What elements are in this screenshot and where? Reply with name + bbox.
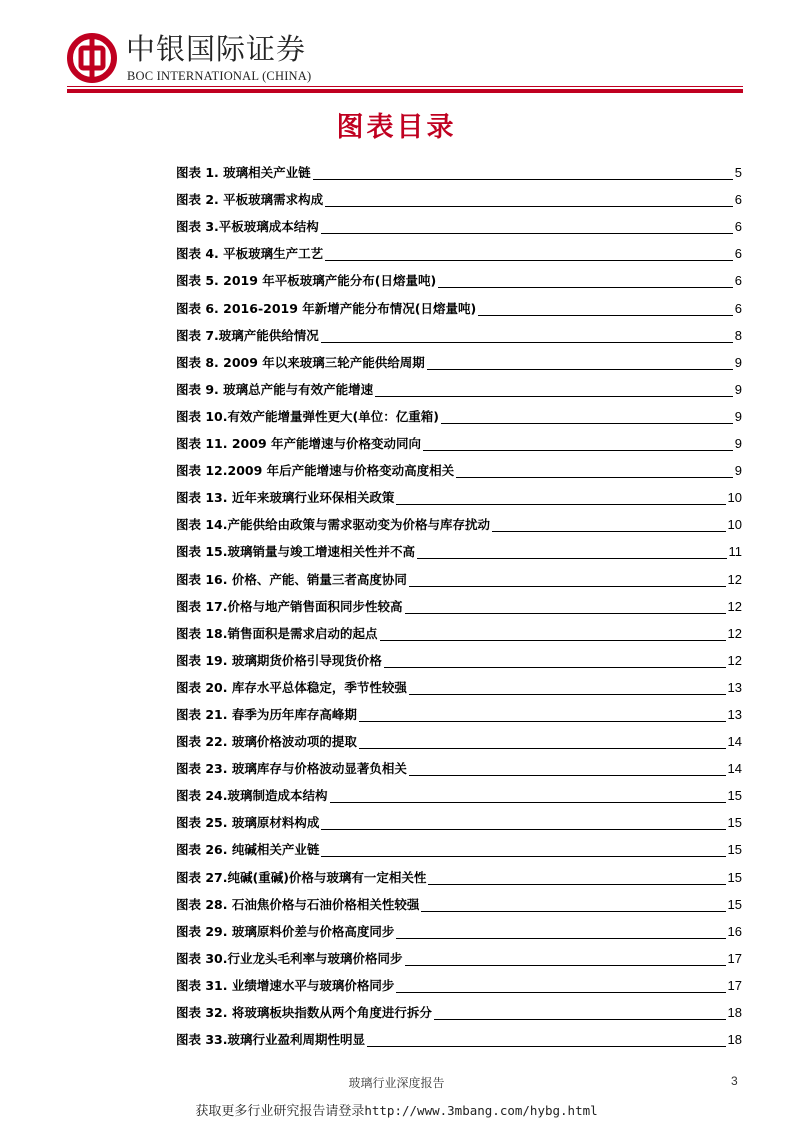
- toc-entry-page: 17: [727, 950, 742, 966]
- toc-entry-leader: [321, 855, 725, 857]
- toc-entry-page: 12: [727, 652, 742, 668]
- toc-entry[interactable]: [176, 778, 742, 805]
- toc-entry-label: 图表 6. 2016-2019 年新增产能分布情况(日熔量吨): [176, 300, 477, 316]
- toc-entry-label: 图表 26. 纯碱相关产业链: [176, 842, 320, 858]
- toc-entry-label: 图表 1. 玻璃相关产业链: [176, 165, 311, 181]
- toc-entry-leader: [405, 964, 726, 966]
- toc-entry-label: 图表 21. 春季为历年库存高峰期: [176, 706, 357, 722]
- footer-banner-link[interactable]: http://www.3mbang.com/hybg.html: [364, 1103, 598, 1118]
- toc-entry-label: 图表 16. 价格、产能、销量三者高度协同: [176, 571, 407, 587]
- toc-entry-label: 图表 20. 库存水平总体稳定，季节性较强: [176, 679, 407, 695]
- toc-entry-leader: [330, 801, 726, 803]
- toc-entry[interactable]: [176, 534, 742, 561]
- toc-entry[interactable]: [176, 453, 742, 480]
- toc-entry[interactable]: [176, 426, 742, 453]
- toc-entry[interactable]: [176, 914, 742, 941]
- toc-entry-leader: [325, 259, 733, 261]
- toc-entry[interactable]: [176, 751, 742, 778]
- toc-entry[interactable]: [176, 995, 742, 1022]
- toc-entry-leader: [313, 178, 733, 180]
- footer-report-name: 玻璃行业深度报告: [348, 1076, 445, 1090]
- toc-entry-page: 9: [734, 354, 742, 370]
- toc-entry[interactable]: [176, 561, 742, 588]
- toc-entry-leader: [396, 503, 725, 505]
- toc-entry-label: 图表 24.玻璃制造成本结构: [176, 788, 328, 804]
- toc-entry[interactable]: [176, 616, 742, 643]
- toc-entry-leader: [438, 286, 733, 288]
- toc-entry-label: 图表 33.玻璃行业盈利周期性明显: [176, 1032, 365, 1048]
- toc-entry-label: 图表 9. 玻璃总产能与有效产能增速: [176, 381, 374, 397]
- toc-entry-page: 6: [734, 273, 742, 289]
- toc-entry-page: 15: [727, 869, 742, 885]
- toc-entry-label: 图表 15.玻璃销量与竣工增速相关性并不高: [176, 544, 415, 560]
- toc-entry-page: 15: [727, 896, 742, 912]
- toc-entry-page: 11: [728, 544, 742, 560]
- toc-entry-label: 图表 2. 平板玻璃需求构成: [176, 192, 324, 208]
- toc-entry[interactable]: [176, 399, 742, 426]
- toc-entry[interactable]: [176, 643, 742, 670]
- toc-entry-label: 图表 25. 玻璃原材料构成: [176, 815, 320, 831]
- toc-entry[interactable]: [176, 859, 742, 886]
- toc-entry[interactable]: [176, 290, 742, 317]
- toc-entry[interactable]: [176, 670, 742, 697]
- toc-entry-label: 图表 29. 玻璃原料价差与价格高度同步: [176, 923, 395, 939]
- toc-entry-leader: [380, 639, 726, 641]
- toc-entry-label: 图表 23. 玻璃库存与价格波动显著负相关: [176, 761, 407, 777]
- toc-entry-page: 12: [727, 598, 742, 614]
- toc-entry-leader: [405, 612, 726, 614]
- toc-entry[interactable]: [176, 832, 742, 859]
- footer-banner-text: 获取更多行业研究报告请登录: [195, 1104, 365, 1119]
- toc-entry-page: 5: [734, 165, 742, 181]
- toc-entry-label: 图表 27.纯碱(重碱)价格与玻璃有一定相关性: [176, 869, 427, 885]
- toc-entry-label: 图表 19. 玻璃期货价格引导现货价格: [176, 652, 382, 668]
- toc-entry-leader: [359, 747, 726, 749]
- toc-entry[interactable]: [176, 941, 742, 968]
- toc-entry-page: 9: [734, 463, 742, 479]
- toc-entry-label: 图表 3.平板玻璃成本结构: [176, 219, 319, 235]
- page-header: [0, 0, 793, 100]
- toc-entry-leader: [434, 1018, 726, 1020]
- toc-entry-page: 9: [734, 381, 742, 397]
- toc-entry-leader: [492, 530, 726, 532]
- toc-entry-page: 6: [734, 300, 742, 316]
- toc-entry[interactable]: [176, 236, 742, 263]
- toc-entry-label: 图表 8. 2009 年以来玻璃三轮产能供给周期: [176, 354, 425, 370]
- toc-entry-page: 16: [727, 923, 742, 939]
- toc-entry[interactable]: [176, 372, 742, 399]
- toc-entry-label: 图表 11. 2009 年产能增速与价格变动同向: [176, 436, 421, 452]
- boc-logo-icon: [67, 33, 117, 83]
- toc-entry-page: 9: [734, 408, 742, 424]
- toc-entry-leader: [384, 666, 726, 668]
- toc-entry-page: 17: [727, 977, 742, 993]
- toc-entry-page: 15: [727, 842, 742, 858]
- footer-page-number: 3: [731, 1074, 738, 1088]
- toc-entry-leader: [423, 449, 733, 451]
- toc-entry-page: 9: [734, 436, 742, 452]
- toc-entry-page: 15: [727, 788, 742, 804]
- toc-entry-leader: [396, 937, 725, 939]
- toc-entry-leader: [417, 557, 727, 559]
- toc-entry-label: 图表 31. 业绩增速水平与玻璃价格同步: [176, 977, 395, 993]
- toc-entry-page: 6: [734, 219, 742, 235]
- toc-entry-label: 图表 17.价格与地产销售面积同步性较高: [176, 598, 403, 614]
- toc-entry-page: 14: [727, 734, 742, 750]
- header-divider-thick: [67, 89, 743, 93]
- toc-entry[interactable]: [176, 697, 742, 724]
- toc-entry[interactable]: [176, 1022, 742, 1049]
- toc-entry-page: 18: [727, 1032, 742, 1048]
- toc-entry[interactable]: [176, 805, 742, 832]
- toc-entry-page: 13: [727, 706, 742, 722]
- toc-entry-leader: [375, 395, 733, 397]
- toc-entry[interactable]: [176, 155, 742, 182]
- toc-entry-page: 10: [727, 490, 742, 506]
- toc-entry-leader: [421, 910, 725, 912]
- toc-entry-leader: [456, 476, 733, 478]
- toc-entry[interactable]: [176, 345, 742, 372]
- toc-entry-leader: [409, 693, 726, 695]
- toc-entry-leader: [325, 205, 733, 207]
- toc-entry-leader: [321, 828, 725, 830]
- toc-entry-page: 12: [727, 571, 742, 587]
- toc-entry-page: 10: [727, 517, 742, 533]
- toc-entry-leader: [409, 774, 726, 776]
- toc-entry[interactable]: [176, 182, 742, 209]
- table-of-figures: [176, 155, 742, 1049]
- toc-entry[interactable]: [176, 887, 742, 914]
- toc-entry-leader: [321, 232, 733, 234]
- toc-entry-label: 图表 30.行业龙头毛利率与玻璃价格同步: [176, 950, 403, 966]
- toc-entry-leader: [321, 341, 733, 343]
- toc-entry-page: 6: [734, 192, 742, 208]
- toc-entry-label: 图表 7.玻璃产能供给情况: [176, 327, 319, 343]
- toc-entry-label: 图表 22. 玻璃价格波动项的提取: [176, 734, 357, 750]
- toc-entry[interactable]: [176, 318, 742, 345]
- header-divider-thin: [67, 86, 743, 87]
- brand-name-chinese: 中银国际证券: [126, 32, 307, 66]
- toc-entry-label: 图表 14.产能供给由政策与需求驱动变为价格与库存扰动: [176, 517, 490, 533]
- toc-entry-page: 13: [727, 679, 742, 695]
- toc-entry-label: 图表 18.销售面积是需求启动的起点: [176, 625, 378, 641]
- toc-entry-leader: [396, 991, 725, 993]
- toc-entry-label: 图表 4. 平板玻璃生产工艺: [176, 246, 324, 262]
- toc-entry-leader: [441, 422, 733, 424]
- toc-entry-page: 12: [727, 625, 742, 641]
- toc-entry-page: 15: [727, 815, 742, 831]
- toc-entry-label: 图表 32. 将玻璃板块指数从两个角度进行拆分: [176, 1005, 432, 1020]
- toc-entry-label: 图表 13. 近年来玻璃行业环保相关政策: [176, 490, 395, 506]
- toc-entry-label: 图表 28. 石油焦价格与石油价格相关性较强: [176, 896, 420, 912]
- toc-entry-leader: [427, 368, 733, 370]
- toc-entry[interactable]: [176, 209, 742, 236]
- toc-entry[interactable]: [176, 968, 742, 995]
- page-title: 图表目录: [336, 112, 457, 143]
- footer-banner: [0, 1100, 793, 1119]
- toc-entry[interactable]: [176, 480, 742, 507]
- toc-entry-page: 14: [727, 761, 742, 777]
- toc-entry[interactable]: [176, 263, 742, 290]
- toc-entry[interactable]: [176, 507, 742, 534]
- toc-entry[interactable]: [176, 589, 742, 616]
- toc-entry-label: 图表 10.有效产能增量弹性更大(单位：亿重箱): [176, 408, 439, 424]
- toc-entry-leader: [359, 720, 726, 722]
- toc-entry-page: 8: [734, 327, 742, 343]
- toc-entry-label: 图表 5. 2019 年平板玻璃产能分布(日熔量吨): [176, 273, 437, 289]
- toc-entry-page: 18: [727, 1005, 742, 1020]
- toc-entry-leader: [409, 585, 726, 587]
- toc-entry[interactable]: [176, 724, 742, 751]
- toc-entry-leader: [478, 314, 733, 316]
- toc-entry-label: 图表 12.2009 年后产能增速与价格变动高度相关: [176, 463, 455, 479]
- toc-entry-leader: [428, 883, 725, 885]
- toc-entry-page: 6: [734, 246, 742, 262]
- brand-name-english: BOC INTERNATIONAL (CHINA): [127, 69, 312, 83]
- toc-entry-leader: [367, 1045, 726, 1047]
